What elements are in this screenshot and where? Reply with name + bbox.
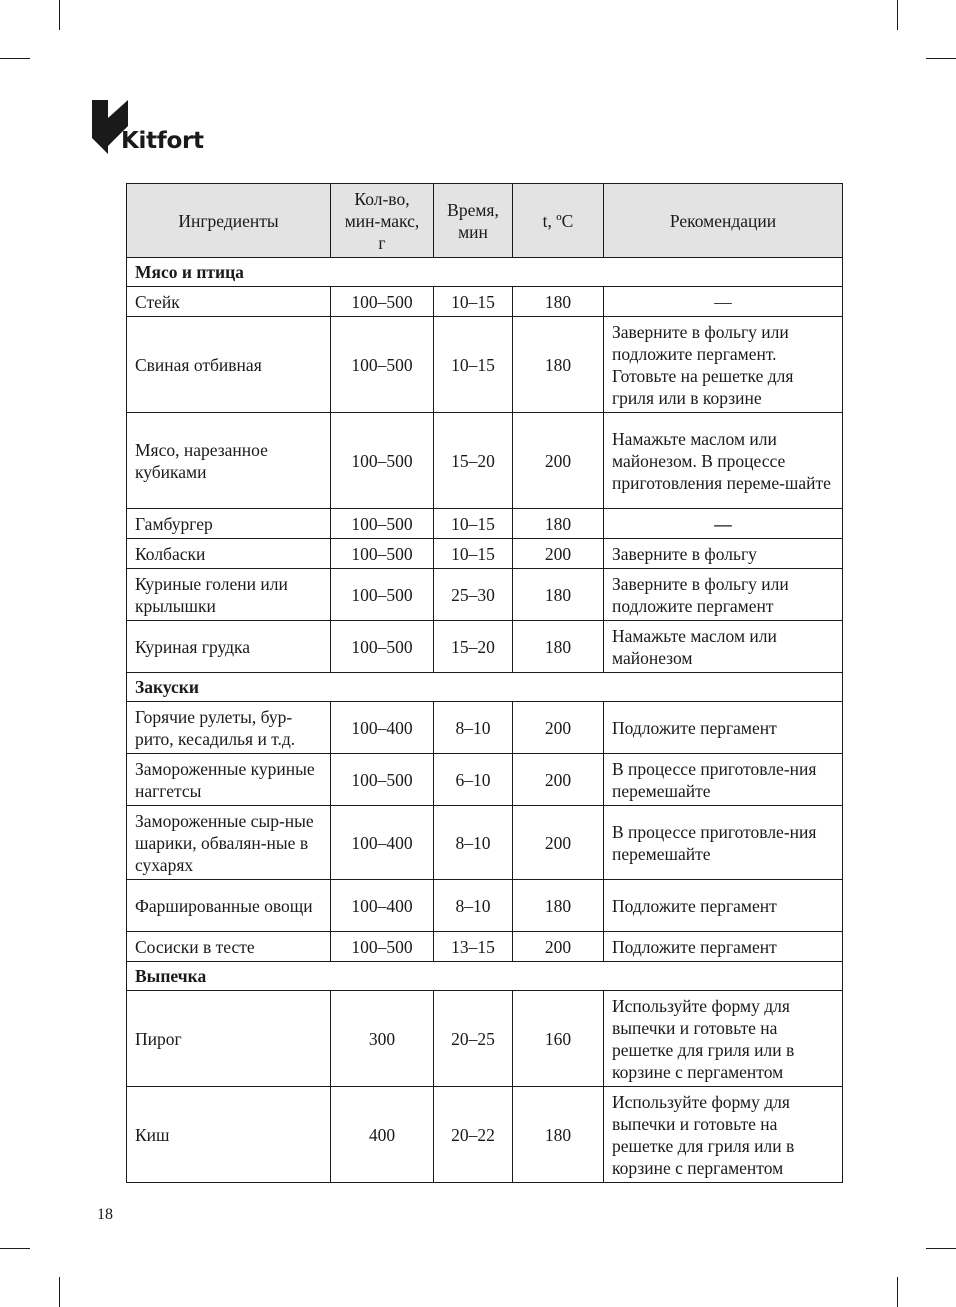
cell-time: 10–15 — [434, 539, 513, 569]
table-row — [127, 509, 843, 539]
cell-temp: 200 — [513, 806, 604, 880]
table-row — [127, 932, 843, 962]
cell-ingredient: Киш — [127, 1087, 331, 1183]
cell-temp: 180 — [513, 880, 604, 932]
crop-mark — [926, 1248, 956, 1249]
cell-time: 10–15 — [434, 317, 513, 413]
cell-ingredient: Замороженные куриные наггетсы — [127, 754, 331, 806]
cell-ingredient: Фаршированные овощи — [127, 880, 331, 932]
cell-amount: 100–400 — [331, 880, 434, 932]
cell-time: 25–30 — [434, 569, 513, 621]
cell-amount: 100–500 — [331, 413, 434, 509]
table-row — [127, 991, 843, 1087]
cell-rec: Используйте форму для выпечки и готовьте на решетке для гриля или в корзине с пергаментом — [604, 1087, 843, 1183]
cell-time: 20–25 — [434, 991, 513, 1087]
cell-amount: 100–400 — [331, 806, 434, 880]
table-row — [127, 621, 843, 673]
cell-time: 13–15 — [434, 932, 513, 962]
cell-ingredient: Пирог — [127, 991, 331, 1087]
cell-temp: 160 — [513, 991, 604, 1087]
cell-amount: 100–400 — [331, 702, 434, 754]
header-recommendations: Рекомендации — [604, 184, 843, 258]
cell-temp: 180 — [513, 317, 604, 413]
cell-rec: Намажьте маслом или майонезом — [604, 621, 843, 673]
cell-amount: 100–500 — [331, 932, 434, 962]
cell-temp: 180 — [513, 621, 604, 673]
table-row — [127, 539, 843, 569]
cell-rec: Заверните в фольгу — [604, 539, 843, 569]
cooking-table — [126, 183, 843, 1183]
table-row — [127, 413, 843, 509]
table-row — [127, 287, 843, 317]
cell-temp: 180 — [513, 287, 604, 317]
crop-mark — [897, 1277, 898, 1307]
cell-ingredient: Горячие рулеты, бур-рито, кесадилья и т.д. — [127, 702, 331, 754]
table-row — [127, 1087, 843, 1183]
cell-time: 8–10 — [434, 806, 513, 880]
cell-amount: 100–500 — [331, 569, 434, 621]
page-number: 18 — [97, 1206, 113, 1223]
cell-rec: Подложите пергамент — [604, 702, 843, 754]
cell-amount: 300 — [331, 991, 434, 1087]
cell-time: 15–20 — [434, 621, 513, 673]
cell-time: 15–20 — [434, 413, 513, 509]
cell-temp: 200 — [513, 702, 604, 754]
table-row — [127, 569, 843, 621]
cell-ingredient: Сосиски в тесте — [127, 932, 331, 962]
cell-time: 10–15 — [434, 287, 513, 317]
cell-ingredient: Свиная отбивная — [127, 317, 331, 413]
header-time: Время, мин — [434, 184, 513, 258]
cell-time: 10–15 — [434, 509, 513, 539]
cell-rec: Используйте форму для выпечки и готовьте на решетке для гриля или в корзине с пергаментом — [604, 991, 843, 1087]
table-row — [127, 317, 843, 413]
cell-amount: 100–500 — [331, 539, 434, 569]
crop-mark — [59, 0, 60, 30]
table-header-row — [127, 184, 843, 258]
cell-temp: 200 — [513, 539, 604, 569]
brand-name: Kitfort — [121, 128, 204, 154]
cell-amount: 100–500 — [331, 317, 434, 413]
cell-time: 8–10 — [434, 702, 513, 754]
cell-amount: 400 — [331, 1087, 434, 1183]
section-row — [127, 962, 843, 991]
section-title: Выпечка — [127, 962, 843, 991]
cell-amount: 100–500 — [331, 287, 434, 317]
crop-mark — [59, 1277, 60, 1307]
cell-temp: 200 — [513, 932, 604, 962]
cell-time: 6–10 — [434, 754, 513, 806]
cell-temp: 180 — [513, 1087, 604, 1183]
crop-mark — [926, 58, 956, 59]
cell-rec: Подложите пергамент — [604, 880, 843, 932]
cell-rec: В процессе приготовле-ния перемешайте — [604, 754, 843, 806]
cell-ingredient: Замороженные сыр-ные шарики, обвалян-ные в сухарях — [127, 806, 331, 880]
cell-temp: 200 — [513, 413, 604, 509]
cell-ingredient: Гамбургер — [127, 509, 331, 539]
cell-time: 8–10 — [434, 880, 513, 932]
cell-temp: 200 — [513, 754, 604, 806]
cell-rec: Заверните в фольгу или подложите пергамент. Готовьте на решетке для гриля или в корзине — [604, 317, 843, 413]
cell-rec: Заверните в фольгу или подложите пергамент — [604, 569, 843, 621]
table-row — [127, 702, 843, 754]
crop-mark — [0, 58, 30, 59]
section-row — [127, 673, 843, 702]
section-title: Мясо и птица — [127, 258, 843, 287]
table-row — [127, 880, 843, 932]
cell-ingredient: Куриные голени или крылышки — [127, 569, 331, 621]
cell-rec: Подложите пергамент — [604, 932, 843, 962]
cell-time: 20–22 — [434, 1087, 513, 1183]
cell-ingredient: Куриная грудка — [127, 621, 331, 673]
header-temperature: t, ºC — [513, 184, 604, 258]
crop-mark — [897, 0, 898, 30]
header-amount: Кол-во, мин-макс, г — [331, 184, 434, 258]
table-row — [127, 806, 843, 880]
section-title: Закуски — [127, 673, 843, 702]
cell-amount: 100–500 — [331, 621, 434, 673]
cell-temp: 180 — [513, 569, 604, 621]
cell-ingredient: Мясо, нарезанное кубиками — [127, 413, 331, 509]
cell-rec: — — [604, 509, 843, 539]
cell-rec: — — [604, 287, 843, 317]
cell-ingredient: Стейк — [127, 287, 331, 317]
cell-temp: 180 — [513, 509, 604, 539]
header-ingredients: Ингредиенты — [127, 184, 331, 258]
crop-mark — [0, 1248, 30, 1249]
section-row — [127, 258, 843, 287]
cell-rec: В процессе приготовле-ния перемешайте — [604, 806, 843, 880]
cell-ingredient: Колбаски — [127, 539, 331, 569]
cell-rec: Намажьте маслом или майонезом. В процессе приготовления переме-шайте — [604, 413, 843, 509]
cell-amount: 100–500 — [331, 509, 434, 539]
table-row — [127, 754, 843, 806]
cell-amount: 100–500 — [331, 754, 434, 806]
